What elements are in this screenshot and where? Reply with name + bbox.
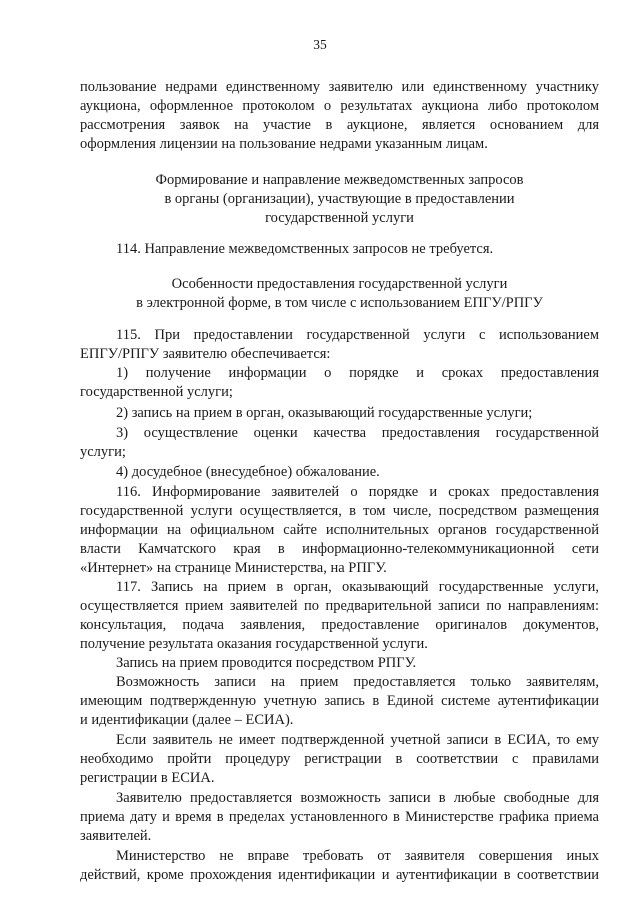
text-line: и идентификации (далее – ЕСИА). [80, 712, 294, 728]
text-line: 116. Информирование заявителей о порядке и сроках предоставления [116, 484, 599, 500]
section-heading-line: в органы (организации), участвующие в предоставлении [164, 191, 515, 207]
list-item: 3) осуществление оценки качества предоставления государственной [116, 425, 599, 441]
list-item: 1) получение информации о порядке и сроках предоставления [116, 365, 599, 381]
text-line: ЕПГУ/РПГУ заявителю обеспечивается: [80, 346, 331, 362]
text-line: получение результата оказания государственной услуги. [80, 636, 428, 652]
text-line: регистрации в ЕСИА. [80, 770, 215, 786]
text-line: информации на официальном сайте исполнительных органов государственной [80, 522, 599, 538]
text-line: Заявителю предоставляется возможность записи в любые свободные для [116, 790, 599, 806]
section-heading-line: в электронной форме, в том числе с использованием ЕПГУ/РПГУ [136, 295, 543, 311]
text-line: государственной услуги; [80, 384, 233, 400]
text-line: Если заявитель не имеет подтвержденной учетной записи в ЕСИА, то ему [116, 732, 599, 748]
text-line: «Интернет» на странице Министерства, на РПГУ. [80, 560, 387, 576]
page-number: 35 [313, 37, 327, 52]
text-line: необходимо пройти процедуру регистрации в соответствии с правилами [80, 751, 599, 767]
text-line: государственной услуги осуществляется, в том числе, посредством размещения [80, 503, 599, 519]
text-line: консультация, подача заявления, предоставление оригиналов документов, [80, 617, 599, 633]
text-line: аукциона, оформленное протоколом о результатах аукциона либо протоколом [80, 98, 599, 114]
text-line: действий, кроме прохождения идентификации и аутентификации в соответствии [80, 867, 599, 883]
text-line: рассмотрения заявок на участие в аукционе, является основанием для [80, 117, 599, 133]
text-line: Запись на прием проводится посредством РПГУ. [116, 655, 417, 671]
text-line: имеющим подтвержденную учетную запись в Единой системе аутентификации [80, 693, 599, 709]
text-line: приема дату и время в пределах установленного в Министерстве графика приема [80, 809, 599, 825]
section-heading-line: Формирование и направление межведомственных запросов [155, 172, 524, 188]
paragraph-114: 114. Направление межведомственных запросов не требуется. [116, 241, 494, 257]
text-line: власти Камчатского края в информационно-телекоммуникационной сети [80, 541, 599, 557]
text-line: Министерство не вправе требовать от заявителя совершения иных [116, 848, 599, 864]
section-heading-line: Особенности предоставления государственной услуги [171, 276, 508, 292]
list-item: 4) досудебное (внесудебное) обжалование. [116, 464, 380, 480]
text-line: Возможность записи на прием предоставляется только заявителям, [116, 674, 599, 690]
section-heading-line: государственной услуги [265, 210, 414, 226]
text-line: оформления лицензии на пользование недрами указанным лицам. [80, 136, 488, 152]
text-line: 117. Запись на прием в орган, оказывающий государственные услуги, [116, 579, 599, 595]
list-item: 2) запись на прием в орган, оказывающий государственные услуги; [116, 405, 533, 421]
text-line: пользование недрами единственному заявителю или единственному участнику [80, 79, 599, 95]
text-line: 115. При предоставлении государственной услуги с использованием [116, 327, 599, 343]
text-line: заявителей. [80, 828, 152, 844]
text-line: услуги; [80, 444, 126, 460]
text-line: осуществляется прием заявителей по предварительной записи по направлениям: [80, 598, 599, 614]
